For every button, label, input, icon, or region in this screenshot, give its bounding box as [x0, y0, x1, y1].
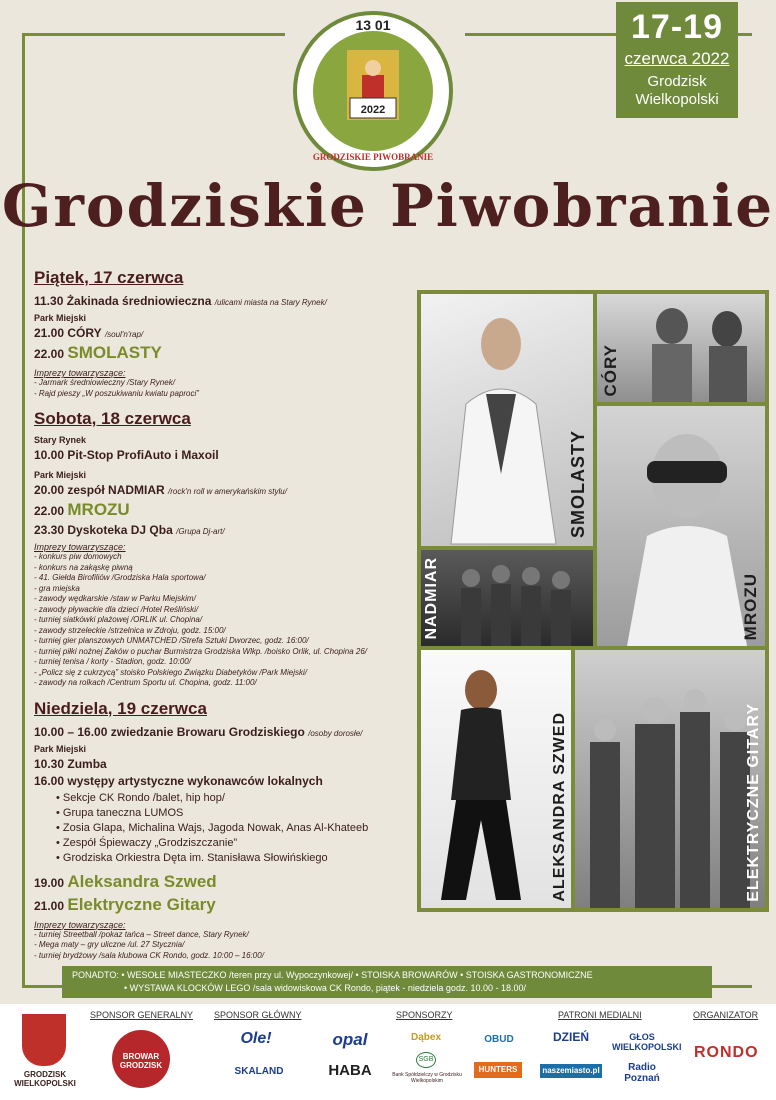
- logo-haba: HABA: [328, 1062, 372, 1079]
- logo-browar: BROWAR GRODZISK: [112, 1030, 170, 1088]
- logo-hunters: HUNTERS: [474, 1062, 522, 1078]
- heading-media: PATRONI MEDIALNI: [558, 1010, 642, 1020]
- friday-side-1: - Jarmark średniowieczny /Stary Rynek/: [34, 378, 175, 387]
- sunday-side-1: - turniej Streetball /pokaz tańca – Street dance, Stary Rynek/: [34, 929, 249, 939]
- sunday-location: Park Miejski: [34, 743, 87, 754]
- festival-logo: [292, 10, 454, 172]
- sunday-bullet-3: • Zosia Glapa, Michalina Wajs, Jagoda Nowak, Anas Al-Khateeb: [56, 821, 369, 834]
- nadmiar-band-icon: [421, 550, 593, 646]
- date-days: 17-19: [631, 8, 723, 46]
- logo-glos: GŁOS WIELKOPOLSKI: [612, 1032, 682, 1052]
- sunday-bullet-2: • Grupa taneczna LUMOS: [56, 806, 184, 819]
- extras-bar: [62, 966, 712, 998]
- sunday-side-heading: Imprezy towarzyszące:: [34, 919, 126, 930]
- heading-sponsors: SPONSORZY: [396, 1010, 453, 1020]
- saturday-side-8: - zawody strzeleckie /strzelnica w Zdroju, godz. 15:00/: [34, 625, 226, 635]
- logo-opal: opal: [332, 1030, 368, 1049]
- photo-cory: [597, 294, 765, 402]
- logo-grodzisk: GRODZISK WIELKOPOLSKI: [14, 1070, 76, 1088]
- friday-event-2: 21.00 CÓRY /soul'n'rap/: [34, 326, 144, 340]
- sunday-event-1: 10.00 – 16.00 zwiedzanie Browaru Grodziskiego /osoby dorosłe/: [34, 724, 363, 739]
- date-box: [616, 2, 738, 118]
- saturday-event-4: 23.30 Dyskoteka DJ Qba /Grupa Dj-art/: [34, 523, 225, 537]
- logo-ole: Ole!: [240, 1030, 272, 1047]
- sunday-event-4: 19.00 Aleksandra Szwed: [34, 871, 217, 891]
- cory-figures-icon: [597, 294, 765, 402]
- saturday-side-9: - turniej gier planszowych UNMATCHED /Strefa Sztuki Dworzec, godz. 16:00/: [34, 636, 309, 645]
- szwed-figure-icon: [421, 650, 571, 908]
- saturday-side-1: - konkurs piw domowych: [34, 552, 122, 561]
- date-city-1: Grodzisk: [647, 73, 707, 90]
- saturday-side-4: - gra miejska: [34, 583, 80, 593]
- heading-general-sponsor: SPONSOR GENERALNY: [90, 1010, 194, 1020]
- saturday-side-13: - zawody na rolkach /Centrum Sportu ul. Chopina, godz. 11:00/: [34, 678, 257, 687]
- saturday-side-11: - turniej tenisa / korty - Stadion, godz. 10:00/: [34, 657, 191, 666]
- saturday-side-7: - turniej siatkówki plażowej /ORLIK ul. Chopina/: [34, 615, 203, 624]
- logo-bank: Bank Spółdzielczy w Grodzisku Wielkopolskim: [392, 1072, 462, 1084]
- extras-line-2: • WYSTAWA KLOCKÓW LEGO /sala widowiskowa CK Rondo, piątek - niedziela godz. 10.00 - 18.00/: [124, 983, 526, 993]
- photo-gitary: [575, 650, 765, 908]
- saturday-location-2: Park Miejski: [34, 470, 87, 480]
- saturday-side-3: - 41. Giełda Birofiliów /Grodziska Hala sportowa/: [34, 573, 206, 582]
- label-gitary: ELEKTRYCZNE GITARY: [745, 703, 762, 902]
- logo-sgb: SGB: [416, 1052, 436, 1068]
- page-title: Grodziskie Piwobranie: [1, 172, 775, 240]
- mrozu-figure-icon: [597, 406, 765, 646]
- saturday-location-1: Stary Rynek: [34, 435, 87, 445]
- saturday-event-2: 20.00 zespół NADMIAR /rock'n roll w amerykańskim stylu/: [34, 483, 287, 497]
- saturday-side-10: - turniej piłki nożnej Żaków o puchar Burmistrza Grodziska Wlkp. /boisko Orlik, ul. Chopina 26/: [34, 646, 368, 656]
- friday-event-1: 11.30 Żakinada średniowieczna /ulicami miasta na Stary Rynek/: [34, 294, 327, 308]
- friday-heading: Piątek, 17 czerwca: [34, 268, 184, 287]
- saturday-heading: Sobota, 18 czerwca: [34, 409, 191, 428]
- photo-mrozu: [597, 406, 765, 646]
- photo-szwed: [421, 650, 571, 908]
- saturday-event-3: 22.00 MROZU: [34, 500, 130, 519]
- photo-smolasty: [421, 294, 593, 546]
- grodzisk-crest-icon: [22, 1014, 66, 1066]
- saturday-side-6: - zawody pływackie dla dzieci /Hotel Reśliński/: [34, 604, 199, 614]
- friday-event-3: 22.00 SMOLASTY: [34, 343, 162, 362]
- saturday-side-12: - „Policz się z cukrzycą” stoisko Polskiego Związku Diabetyków /Park Miejski/: [34, 667, 307, 677]
- logo-dabex: Dąbex: [410, 1032, 441, 1043]
- label-cory: CÓRY: [601, 343, 620, 396]
- sunday-event-3: 16.00 występy artystyczne wykonawców lokalnych: [34, 773, 323, 788]
- sunday-side-3: - turniej brydżowy /sala klubowa CK Rondo, godz. 10:00 – 16:00/: [34, 950, 264, 960]
- saturday-side-2: - konkurs na zakąskę piwną: [34, 562, 133, 572]
- date-month: czerwca 2022: [624, 49, 730, 68]
- label-smolasty: SMOLASTY: [568, 429, 588, 538]
- friday-side-heading: Imprezy towarzyszące:: [34, 368, 126, 378]
- logo-arc-text: GRODZISKIE PIWOBRANIE: [312, 152, 434, 162]
- photo-nadmiar: [421, 550, 593, 646]
- logo-rondo: RONDO: [694, 1044, 759, 1061]
- logo-top-text: 13 01: [355, 17, 391, 33]
- logo-dzien: DZIEŃ: [553, 1030, 589, 1044]
- label-szwed: ALEKSANDRA SZWED: [551, 712, 568, 902]
- sponsors-strip: [0, 1004, 776, 1100]
- sunday-event-5: 21.00 Elektryczne Gitary: [34, 894, 216, 914]
- date-city-2: Wielkopolski: [635, 91, 719, 108]
- saturday-event-1: 10.00 Pit-Stop ProfiAuto i Maxoil: [34, 448, 219, 462]
- label-mrozu: MROZU: [741, 572, 760, 640]
- sunday-side-2: - Mega maty – gry uliczne /ul. 27 Stycznia/: [34, 940, 185, 949]
- label-nadmiar: NADMIAR: [423, 557, 440, 640]
- logo-year: 2022: [360, 104, 386, 116]
- heading-organizer: ORGANIZATOR: [693, 1010, 759, 1020]
- photo-collage: [417, 290, 769, 912]
- heading-main-sponsor: SPONSOR GŁÓWNY: [214, 1010, 302, 1020]
- sunday-heading: Niedziela, 19 czerwca: [34, 698, 207, 718]
- friday-location: Park Miejski: [34, 313, 87, 323]
- extras-line-1: PONADTO: • WESOŁE MIASTECZKO /teren przy ul. Wypoczynkowej/ • STOISKA BROWARÓW • STOISKA GASTRONOMICZNE: [72, 970, 593, 980]
- sunday-bullet-5: • Grodziska Orkiestra Dęta im. Stanisława Słowińskiego: [56, 851, 328, 864]
- logo-naszemiasto: naszemiasto.pl: [540, 1064, 602, 1078]
- sunday-event-2: 10.30 Zumba: [34, 756, 107, 771]
- logo-obud: OBUD: [484, 1034, 514, 1045]
- saturday-side-heading: Imprezy towarzyszące:: [34, 542, 126, 552]
- friday-side-2: - Rajd pieszy „W poszukiwaniu kwiatu paproci”: [34, 388, 199, 398]
- gitary-band-icon: [575, 650, 765, 908]
- logo-skaland: SKALAND: [234, 1066, 284, 1077]
- logo-radio: Radio Poznań: [624, 1062, 660, 1084]
- program: [34, 264, 424, 961]
- sunday-bullet-4: • Zespół Śpiewaczy „Grodziszczanie”: [56, 836, 238, 849]
- sunday-bullet-1: • Sekcje CK Rondo /balet, hip hop/: [56, 791, 225, 804]
- saturday-side-5: - zawody wędkarskie /staw w Parku Miejskim/: [34, 594, 196, 603]
